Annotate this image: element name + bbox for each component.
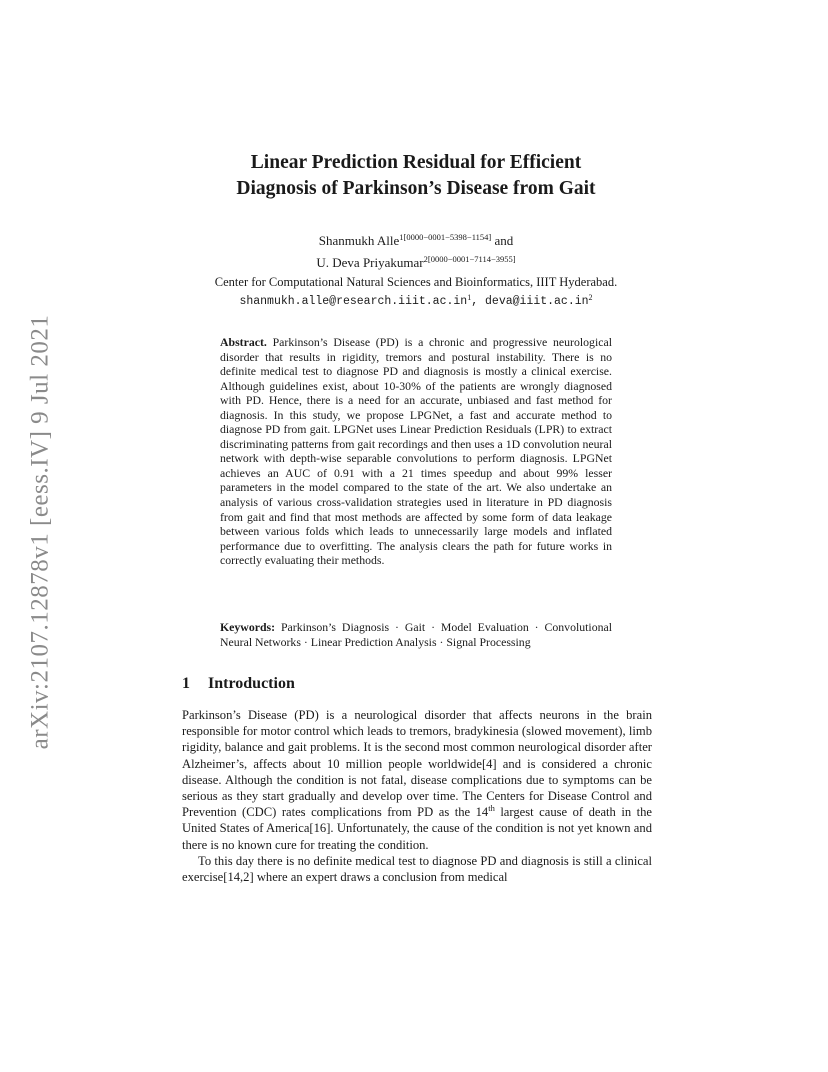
author-2-name: U. Deva Priyakumar: [316, 255, 424, 270]
keywords-label: Keywords:: [220, 620, 276, 634]
title-line-2: Diagnosis of Parkinson’s Disease from Gait: [236, 178, 596, 199]
paragraph-2: To this day there is no definite medical test to diagnose PD and diagnosis is still a clinical exercise[14,2] where an expert draws a conclusion from medical: [182, 853, 652, 885]
email-2-mark: 2: [588, 293, 593, 302]
email-line: [140, 290, 692, 310]
keywords-text: Parkinson’s Diagnosis · Gait · Model Evaluation · Convolutional Neural Networks · Linear Prediction Analysis · Signal Processing: [220, 620, 613, 649]
section-heading: [182, 674, 652, 694]
title-line-1: Linear Prediction Residual for Efficient: [250, 152, 582, 173]
introduction-body: [182, 707, 652, 885]
email-separator: ,: [471, 295, 486, 308]
author-block: [140, 228, 692, 272]
author-line-2: [140, 250, 692, 272]
paragraph-1: [182, 707, 652, 853]
author-1-orcid: 1[0000−0001−5398−1154]: [399, 232, 492, 242]
author-2-orcid: 2[0000−0001−7114−3955]: [423, 254, 516, 264]
keywords: [220, 620, 612, 649]
email-1: shanmukh.alle@research.iiit.ac.in: [239, 295, 468, 308]
abstract-label: Abstract.: [220, 335, 267, 349]
paper-title: [140, 150, 692, 202]
ordinal-suffix: th: [488, 803, 495, 814]
paragraph-1-part-a: Parkinson’s Disease (PD) is a neurological disorder that affects neurons in the brain responsible for motor control which leads to tremors, bradykinesia (slowed movement), limb rigidity, balance and gait problems. It is the second most common neurological disorder after Alzheimer’s, affects about 10 million people worldwide[4] and is considered a chronic disease. Although the condition is not fatal, disease complications due to symptoms can be serious as they start gradually and develop over time. The Centers for Disease Control and Prevention (CDC) rates complications from PD as the 14: [182, 708, 652, 820]
email-2: deva@iiit.ac.in: [485, 295, 589, 308]
section-number: 1: [182, 675, 190, 692]
affiliation: Center for Computational Natural Sciences and Bioinformatics, IIIT Hyderabad.: [214, 275, 618, 289]
affiliation-block: [140, 274, 692, 310]
arxiv-identifier: arXiv:2107.12878v1 [eess.IV] 9 Jul 2021: [26, 314, 54, 750]
email-1-mark: 1: [467, 293, 472, 302]
author-line-1: [140, 228, 692, 250]
paragraph-1-part-b: largest cause of death in the United States of America[16]. Unfortunately, the cause of the condition is not yet known and there is no known cure for treating the condition.: [182, 805, 652, 852]
abstract: [220, 335, 612, 568]
section-title: Introduction: [208, 675, 295, 692]
arxiv-sidebar: [22, 302, 58, 762]
author-1-name: Shanmukh Alle: [318, 233, 400, 248]
author-conjunction: and: [494, 233, 514, 248]
abstract-text: Parkinson’s Disease (PD) is a chronic and progressive neurological disorder that results in rigidity, tremors and postural instability. There is no definite medical test to diagnose PD and diagnosis is mostly a clinical exercise. Although guidelines exist, about 10-30% of the patients are wrongly diagnosed with PD. Hence, there is a need for an accurate, unbiased and fast method for diagnosis. In this study, we propose LPGNet, a fast and accurate method to diagnose PD from gait. LPGNet uses Linear Prediction Residuals (LPR) to extract discriminating patterns from gait recordings and then uses a 1D convolution neural network with depth-wise separable convolutions to perform diagnosis. LPGNet achieves an AUC of 0.91 with a 21 times speedup and about 99% lesser parameters in the model compared to the state of the art. We also undertake an analysis of various cross-validation strategies used in literature in PD diagnosis from gait and find that most methods are affected by some form of data leakage between various folds which leads to unnecessarily large models and inflated performance due to overfitting. The analysis clears the path for future works in correctly evaluating their methods.: [220, 335, 612, 568]
